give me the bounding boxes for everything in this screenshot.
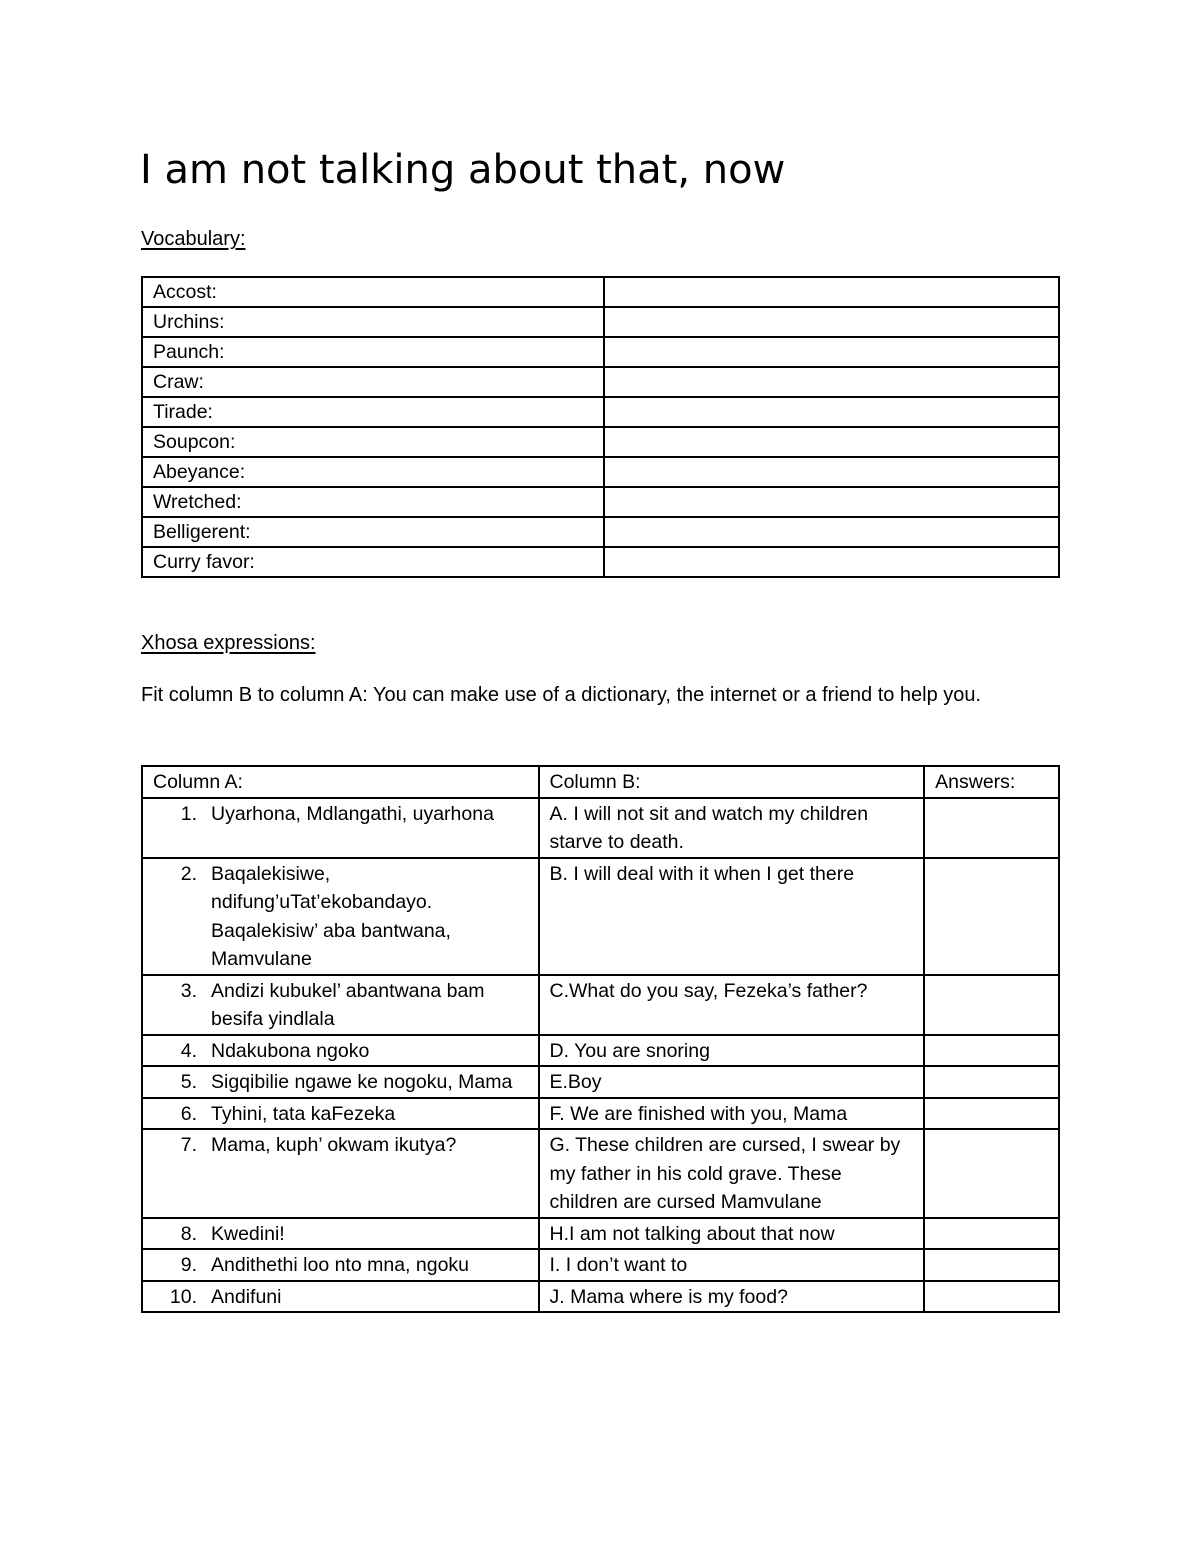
vocab-definition-cell[interactable]: [604, 457, 1059, 487]
vocab-definition-cell[interactable]: [604, 487, 1059, 517]
item-number: 5.: [180, 1071, 197, 1093]
xhosa-expression: Sigqibilie ngawe ke nogoku, Mama: [211, 1071, 513, 1093]
answer-cell[interactable]: [924, 858, 1059, 975]
column-a-cell: [142, 1035, 539, 1067]
table-row: [142, 397, 1059, 427]
item-number: 10.: [169, 1285, 197, 1308]
answer-cell[interactable]: [924, 1098, 1059, 1130]
vocab-term: Craw:: [142, 367, 604, 397]
vocab-term: Belligerent:: [142, 517, 604, 547]
vocab-definition-cell[interactable]: [604, 277, 1059, 307]
answers-header: Answers:: [924, 766, 1059, 798]
vocabulary-table: [141, 276, 1060, 578]
answer-cell[interactable]: [924, 1129, 1059, 1218]
answer-cell[interactable]: [924, 1035, 1059, 1067]
xhosa-expression: Andizi kubukel’ abantwana bam besifa yindlala: [211, 979, 485, 1030]
english-meaning: B. I will deal with it when I get there: [539, 858, 925, 975]
item-number: 7.: [180, 1134, 197, 1156]
english-meaning: F. We are finished with you, Mama: [539, 1098, 925, 1130]
xhosa-expression: Kwedini!: [211, 1222, 285, 1245]
table-row: [142, 337, 1059, 367]
english-meaning: E.Boy: [539, 1066, 925, 1098]
table-row: [142, 487, 1059, 517]
matching-table: [141, 765, 1060, 1313]
english-meaning: G. These children are cursed, I swear by my father in his cold grave. These children are cursed Mamvulane: [539, 1129, 925, 1218]
table-row: [142, 1249, 1059, 1281]
table-row: [142, 1129, 1059, 1218]
vocab-definition-cell[interactable]: [604, 547, 1059, 577]
table-row: [142, 1035, 1059, 1067]
table-row: [142, 457, 1059, 487]
item-number: 8.: [180, 1222, 197, 1245]
column-a-cell: [142, 1129, 539, 1218]
english-meaning: A. I will not sit and watch my children starve to death.: [539, 798, 925, 858]
xhosa-expression: Uyarhona, Mdlangathi, uyarhona: [211, 802, 494, 825]
answer-cell[interactable]: [924, 798, 1059, 858]
xhosa-expression: Mama, kuph’ okwam ikutya?: [211, 1134, 457, 1156]
english-meaning: C.What do you say, Fezeka’s father?: [539, 975, 925, 1035]
column-a-cell: [142, 1098, 539, 1130]
vocab-definition-cell[interactable]: [604, 337, 1059, 367]
vocab-definition-cell[interactable]: [604, 397, 1059, 427]
table-row: [142, 277, 1059, 307]
answer-cell[interactable]: [924, 1066, 1059, 1098]
table-row: [142, 427, 1059, 457]
item-number: 1.: [180, 802, 197, 825]
item-number: 6.: [180, 1102, 197, 1125]
table-row: [142, 1066, 1059, 1098]
table-row: [142, 858, 1059, 975]
answer-cell[interactable]: [924, 1249, 1059, 1281]
table-row: [142, 307, 1059, 337]
xhosa-expression: Andithethi loo nto mna, ngoku: [211, 1254, 470, 1276]
page-title: I am not talking about that, now: [140, 147, 786, 193]
vocab-term: Tirade:: [142, 397, 604, 427]
column-a-cell: [142, 1066, 539, 1098]
table-row: [142, 367, 1059, 397]
table-row: [142, 798, 1059, 858]
table-row: [142, 517, 1059, 547]
instructions-text: Fit column B to column A: You can make use of a dictionary, the internet or a friend to help you.: [141, 684, 982, 706]
column-a-cell: [142, 1218, 539, 1250]
table-row: [142, 547, 1059, 577]
table-row: [142, 1281, 1059, 1313]
xhosa-expression: Tyhini, tata kaFezeka: [211, 1102, 396, 1125]
vocab-term: Wretched:: [142, 487, 604, 517]
column-a-cell: [142, 858, 539, 975]
xhosa-expression: Andifuni: [211, 1285, 282, 1308]
vocab-definition-cell[interactable]: [604, 517, 1059, 547]
english-meaning: J. Mama where is my food?: [539, 1281, 925, 1313]
english-meaning: I. I don’t want to: [539, 1249, 925, 1281]
column-a-cell: [142, 1249, 539, 1281]
column-b-header: Column B:: [539, 766, 925, 798]
table-row: [142, 1218, 1059, 1250]
vocab-definition-cell[interactable]: [604, 367, 1059, 397]
item-number: 4.: [180, 1039, 197, 1062]
table-row: [142, 1098, 1059, 1130]
column-a-cell: [142, 798, 539, 858]
vocab-term: Curry favor:: [142, 547, 604, 577]
vocab-term: Urchins:: [142, 307, 604, 337]
column-a-header: Column A:: [142, 766, 539, 798]
xhosa-expression: Ndakubona ngoko: [211, 1039, 370, 1062]
item-number: 9.: [180, 1254, 197, 1276]
answer-cell[interactable]: [924, 1281, 1059, 1313]
vocab-term: Paunch:: [142, 337, 604, 367]
answer-cell[interactable]: [924, 1218, 1059, 1250]
vocab-definition-cell[interactable]: [604, 427, 1059, 457]
vocab-definition-cell[interactable]: [604, 307, 1059, 337]
column-a-cell: [142, 1281, 539, 1313]
english-meaning: H.I am not talking about that now: [539, 1218, 925, 1250]
vocab-term: Accost:: [142, 277, 604, 307]
vocab-term: Soupcon:: [142, 427, 604, 457]
answer-cell[interactable]: [924, 975, 1059, 1035]
vocabulary-heading: Vocabulary:: [141, 228, 246, 250]
xhosa-expression: Baqalekisiwe, ndifung’uTat’ekobandayo. Baqalekisiw’ aba bantwana, Mamvulane: [211, 862, 451, 970]
item-number: 3.: [180, 979, 197, 1002]
item-number: 2.: [180, 862, 197, 885]
column-a-cell: [142, 975, 539, 1035]
xhosa-heading: Xhosa expressions:: [141, 632, 316, 654]
english-meaning: D. You are snoring: [539, 1035, 925, 1067]
table-row: [142, 975, 1059, 1035]
vocab-term: Abeyance:: [142, 457, 604, 487]
table-header-row: [142, 766, 1059, 798]
